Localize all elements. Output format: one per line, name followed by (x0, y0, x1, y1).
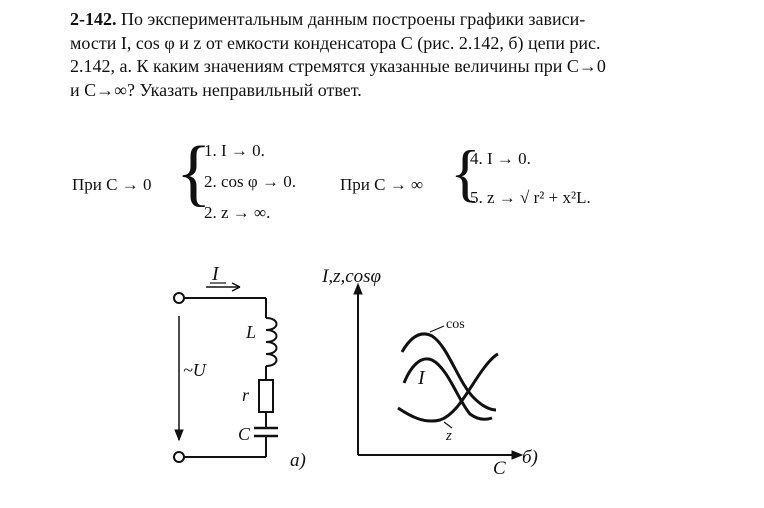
group1-option-3: 2. z → ∞. (204, 203, 271, 222)
graph-caption: б) (522, 447, 538, 468)
y-axis-label: I,z,cosφ (322, 266, 382, 287)
group1-option-1: 1. I → 0. (204, 141, 265, 160)
resistor (259, 380, 273, 412)
group2-label: При C → ∞ (340, 175, 424, 194)
voltage-label: ~U (183, 360, 206, 380)
group1-brace: { (176, 132, 212, 214)
problem-line-4: и C→∞? Указать неправильный ответ. (70, 79, 362, 100)
problem-number: 2-142. (70, 9, 117, 29)
group2-option-5: 5. z → √ r² + x²L. (470, 188, 591, 207)
circuit-caption: а) (290, 450, 306, 471)
curve-label-I: I (418, 367, 425, 389)
capacitor-label: C (238, 424, 251, 444)
curve-label-cos: cos (446, 317, 465, 332)
problem-line-3: 2.142, а. К каким значениям стремятся указанные величины при C→0 (70, 56, 606, 76)
problem-line-2: мости I, cos φ и z от емкости конденсатора C (рис. 2.142, б) цепи рис. (70, 32, 601, 53)
curve-z (398, 354, 498, 421)
problem-line-1: 2-142. По экспериментальным данным построены графики зависи- (70, 9, 586, 29)
x-axis-label: C (493, 458, 506, 479)
group1-option-2: 2. cos φ → 0. (204, 172, 296, 191)
inductor-coil (266, 318, 277, 366)
graph (354, 284, 522, 459)
curve-label-z: z (446, 428, 452, 444)
current-label: I (212, 263, 219, 285)
group2-brace: { (450, 137, 481, 208)
inductor-label: L (246, 322, 257, 342)
top-terminal (174, 293, 184, 303)
resistor-label: r (242, 385, 250, 405)
group1-label: При C → 0 (72, 175, 152, 194)
bottom-terminal (174, 452, 184, 462)
group2-option-4: 4. I → 0. (470, 149, 531, 168)
